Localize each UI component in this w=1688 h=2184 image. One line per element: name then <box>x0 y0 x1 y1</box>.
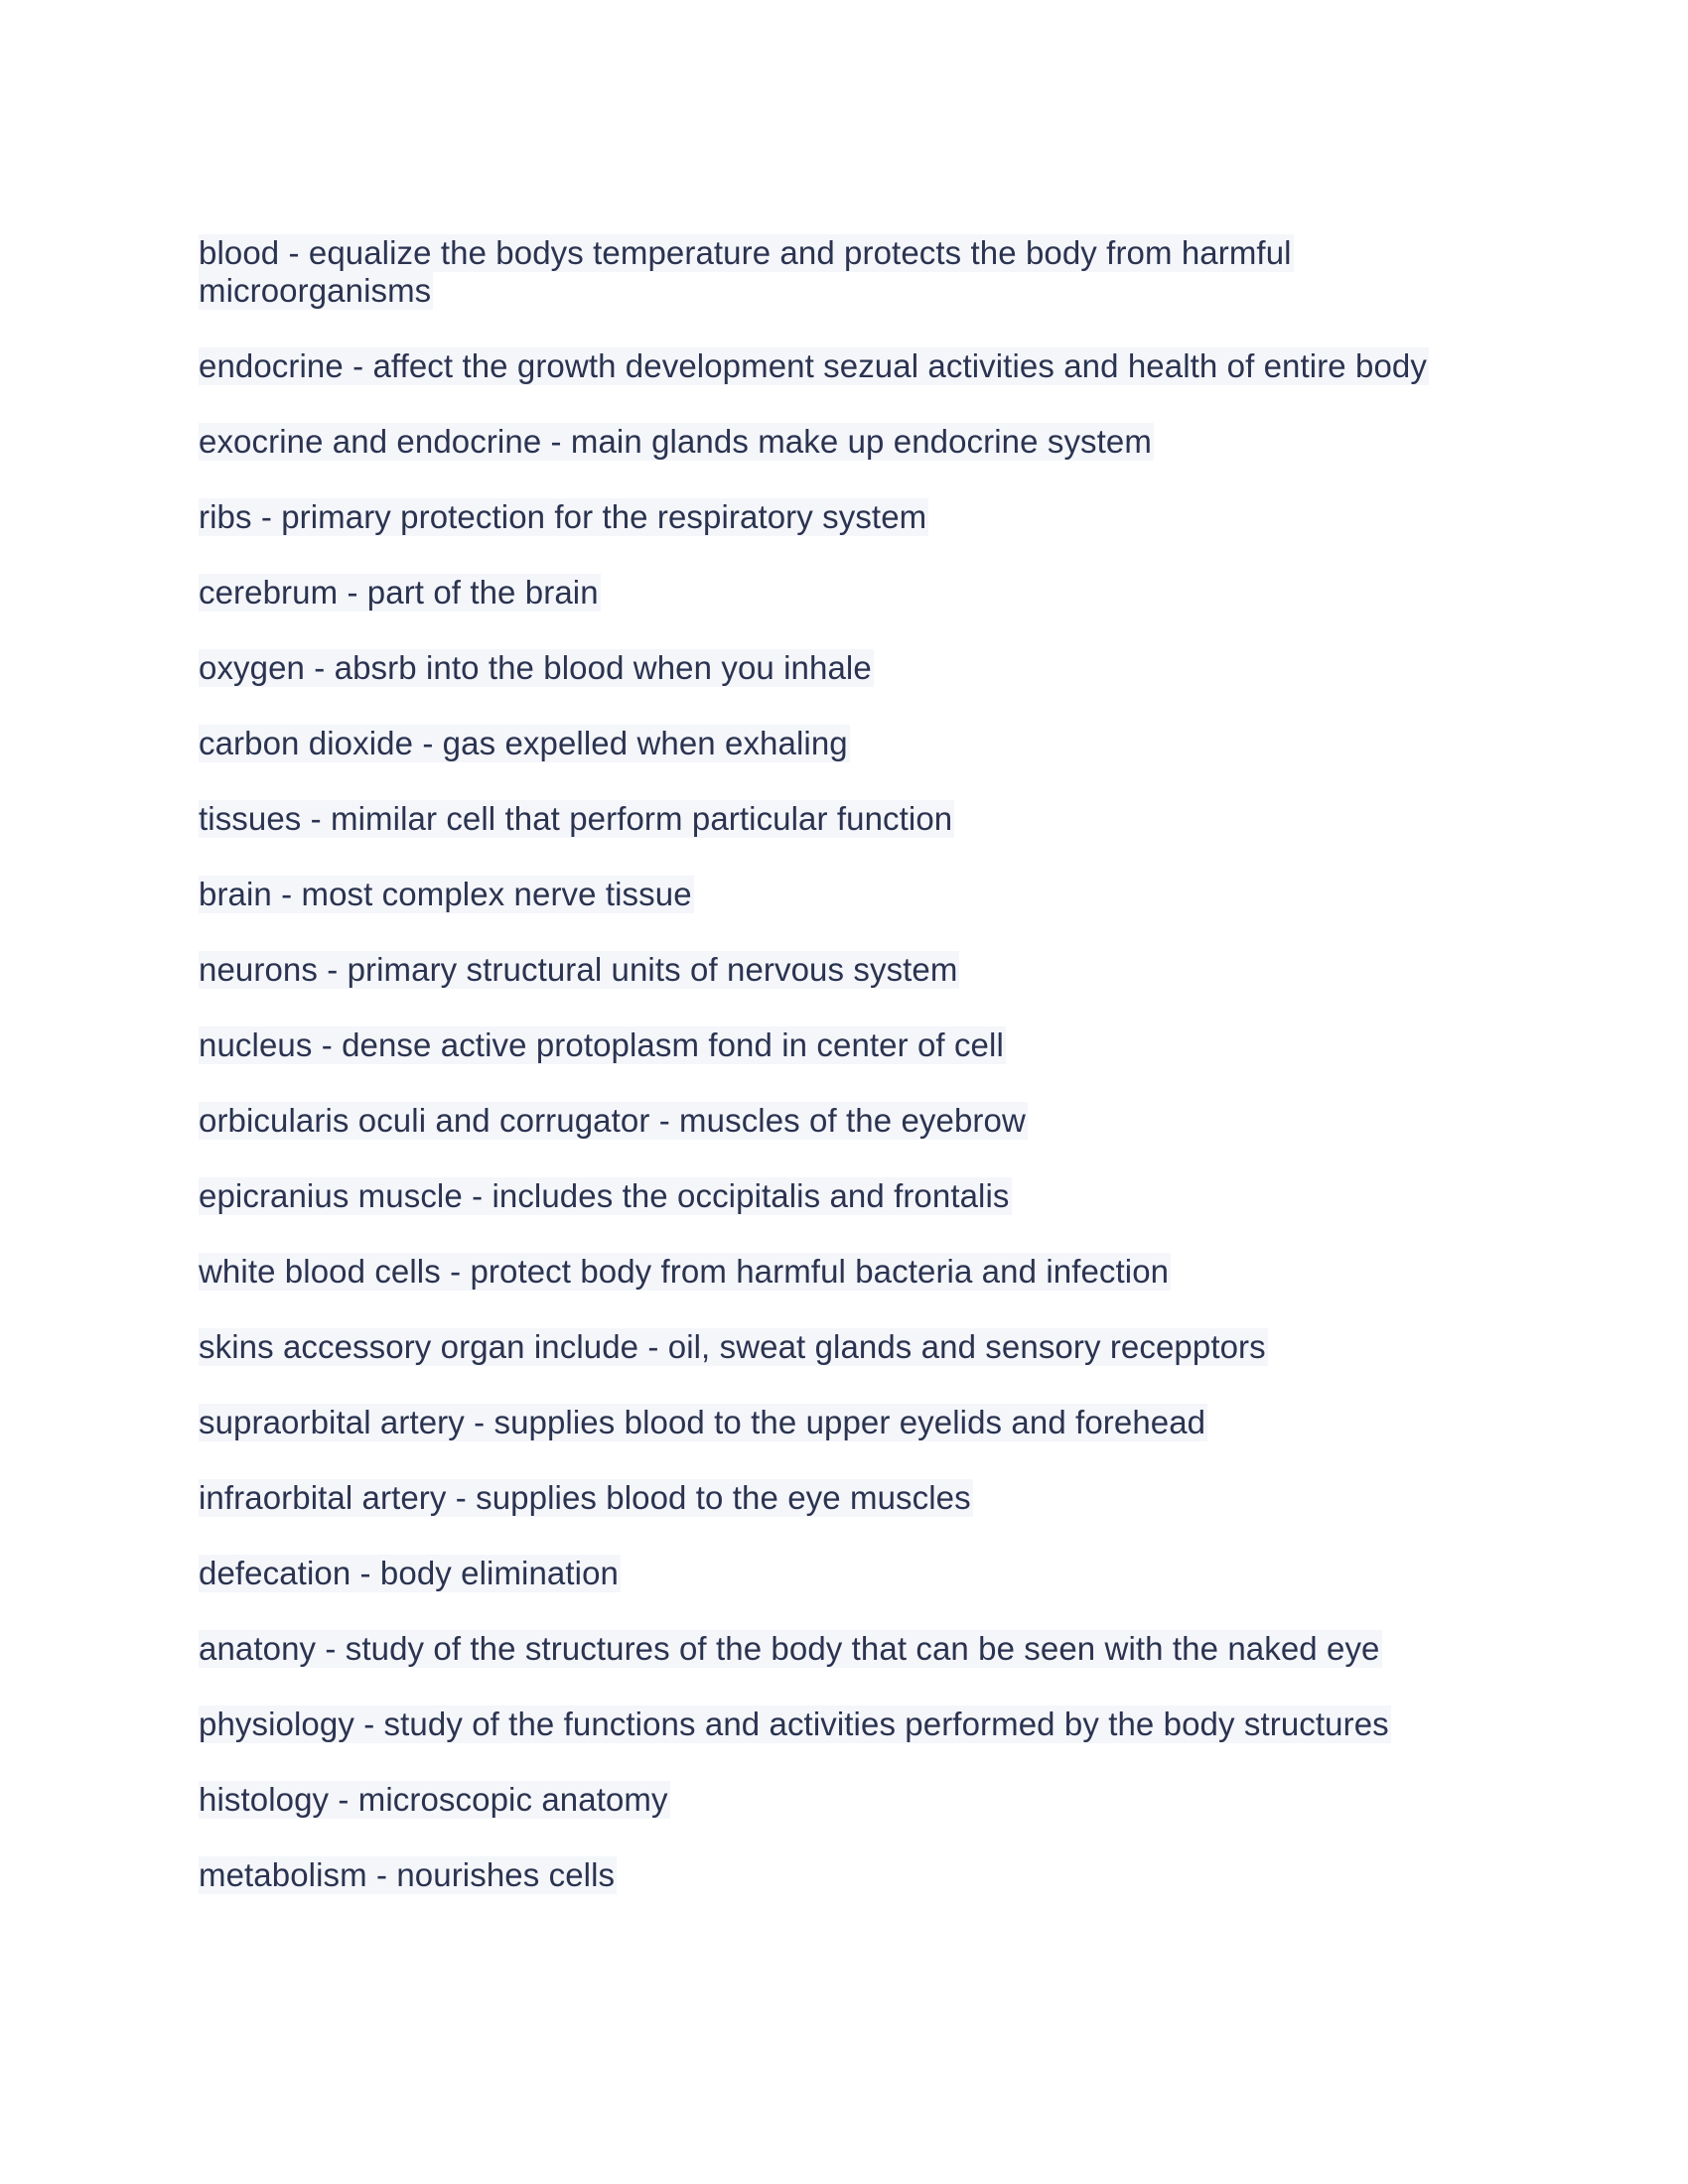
entry-text: blood - equalize the bodys temperature and protects the body from harmful microorganisms <box>199 234 1292 309</box>
entry-text: histology - microscopic anatomy <box>199 1781 668 1818</box>
entry-text: exocrine and endocrine - main glands make up endocrine system <box>199 423 1152 460</box>
entry-text: oxygen - absrb into the blood when you inhale <box>199 649 872 686</box>
entry-cerebrum <box>199 574 1489 612</box>
entry-white-blood-cells <box>199 1253 1489 1291</box>
entry-text: nucleus - dense active protoplasm fond in center of cell <box>199 1026 1004 1063</box>
entry-text: skins accessory organ include - oil, sweat glands and sensory recepptors <box>199 1328 1266 1365</box>
entry-brain <box>199 876 1489 913</box>
entry-defecation <box>199 1555 1489 1592</box>
entry-physiology <box>199 1706 1489 1743</box>
entry-text: endocrine - affect the growth development sezual activities and health of entire body <box>199 347 1427 384</box>
entry-ribs <box>199 498 1489 536</box>
entry-anatony <box>199 1630 1489 1668</box>
entry-supraorbital-artery <box>199 1404 1489 1441</box>
entry-skins-accessory-organ <box>199 1328 1489 1366</box>
entry-oxygen <box>199 649 1489 687</box>
entry-text: brain - most complex nerve tissue <box>199 876 692 912</box>
entry-text: orbicularis oculi and corrugator - muscles of the eyebrow <box>199 1102 1026 1139</box>
entry-blood <box>199 234 1311 310</box>
entry-nucleus <box>199 1026 1489 1064</box>
entry-text: infraorbital artery - supplies blood to the eye muscles <box>199 1479 971 1516</box>
entry-text: carbon dioxide - gas expelled when exhaling <box>199 725 848 761</box>
entry-text: neurons - primary structural units of nervous system <box>199 951 958 988</box>
entry-metabolism <box>199 1856 1489 1894</box>
entry-carbon-dioxide <box>199 725 1489 762</box>
entry-text: white blood cells - protect body from harmful bacteria and infection <box>199 1253 1170 1290</box>
document-body <box>199 234 1489 1932</box>
entry-text: supraorbital artery - supplies blood to the upper eyelids and forehead <box>199 1404 1206 1440</box>
entry-text: cerebrum - part of the brain <box>199 574 599 611</box>
entry-text: physiology - study of the functions and activities performed by the body structures <box>199 1706 1389 1742</box>
entry-epicranius-muscle <box>199 1177 1489 1215</box>
entry-text: anatony - study of the structures of the body that can be seen with the naked eye <box>199 1630 1380 1667</box>
entry-text: tissues - mimilar cell that perform particular function <box>199 800 953 837</box>
entry-neurons <box>199 951 1489 989</box>
entry-text: defecation - body elimination <box>199 1555 619 1591</box>
entry-exocrine-and-endocrine <box>199 423 1489 461</box>
entry-infraorbital-artery <box>199 1479 1489 1517</box>
entry-text: metabolism - nourishes cells <box>199 1856 616 1893</box>
entry-tissues <box>199 800 1489 838</box>
entry-orbicularis-oculi <box>199 1102 1489 1140</box>
entry-endocrine <box>199 347 1489 385</box>
entry-histology <box>199 1781 1489 1819</box>
entry-text: epicranius muscle - includes the occipitalis and frontalis <box>199 1177 1010 1214</box>
entry-text: ribs - primary protection for the respiratory system <box>199 498 927 535</box>
